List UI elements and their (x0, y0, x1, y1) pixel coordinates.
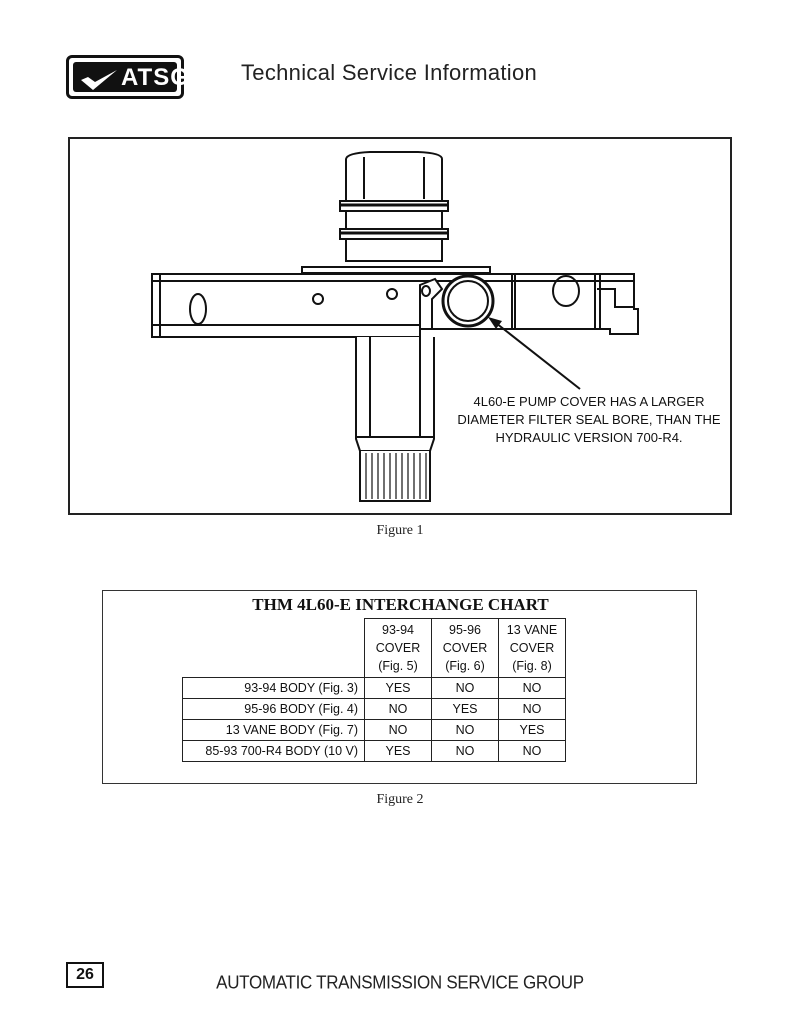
table-cell: NO (365, 699, 432, 720)
table-cell: NO (365, 720, 432, 741)
figure-1-caption: Figure 1 (376, 523, 424, 538)
table-cell: YES (365, 741, 432, 762)
checkmark-logo-icon (79, 68, 119, 94)
table-row (183, 741, 566, 762)
column-header: 13 VANE COVER (Fig. 8) (499, 619, 566, 678)
row-header: 93-94 BODY (Fig. 3) (183, 678, 365, 699)
page-number: 26 (66, 962, 104, 988)
table-cell: YES (499, 720, 566, 741)
atsg-logo (66, 55, 190, 99)
interchange-table (182, 618, 566, 762)
table-cell: NO (432, 678, 499, 699)
table-cell: NO (499, 699, 566, 720)
table-cell: NO (432, 741, 499, 762)
pump-cover-annotation (454, 393, 724, 447)
figure-2-caption: Figure 2 (376, 792, 424, 807)
annotation-line: DIAMETER FILTER SEAL BORE, THAN THE (457, 412, 721, 427)
row-header: 95-96 BODY (Fig. 4) (183, 699, 365, 720)
figure-1-pump-cover-illustration (68, 137, 732, 515)
table-cell: NO (432, 720, 499, 741)
figure-2-interchange-chart (102, 590, 697, 784)
column-header: 95-96 COVER (Fig. 6) (432, 619, 499, 678)
column-header: 93-94 COVER (Fig. 5) (365, 619, 432, 678)
table-cell: YES (365, 678, 432, 699)
page-title: Technical Service Information (241, 60, 538, 85)
table-row (183, 720, 566, 741)
footer-text: AUTOMATIC TRANSMISSION SERVICE GROUP (216, 972, 584, 993)
row-header: 13 VANE BODY (Fig. 7) (183, 720, 365, 741)
annotation-line: HYDRAULIC VERSION 700-R4. (495, 430, 683, 445)
table-cell: NO (499, 741, 566, 762)
row-header: 85-93 700-R4 BODY (10 V) (183, 741, 365, 762)
chart-title: THM 4L60-E INTERCHANGE CHART (252, 595, 549, 614)
logo-text: ATSG (121, 64, 190, 91)
annotation-line: 4L60-E PUMP COVER HAS A LARGER (473, 394, 705, 409)
table-header-row (183, 619, 566, 678)
pump-cover-drawing (70, 139, 730, 513)
table-row (183, 699, 566, 720)
table-cell: NO (499, 678, 566, 699)
table-cell: YES (432, 699, 499, 720)
table-row (183, 678, 566, 699)
